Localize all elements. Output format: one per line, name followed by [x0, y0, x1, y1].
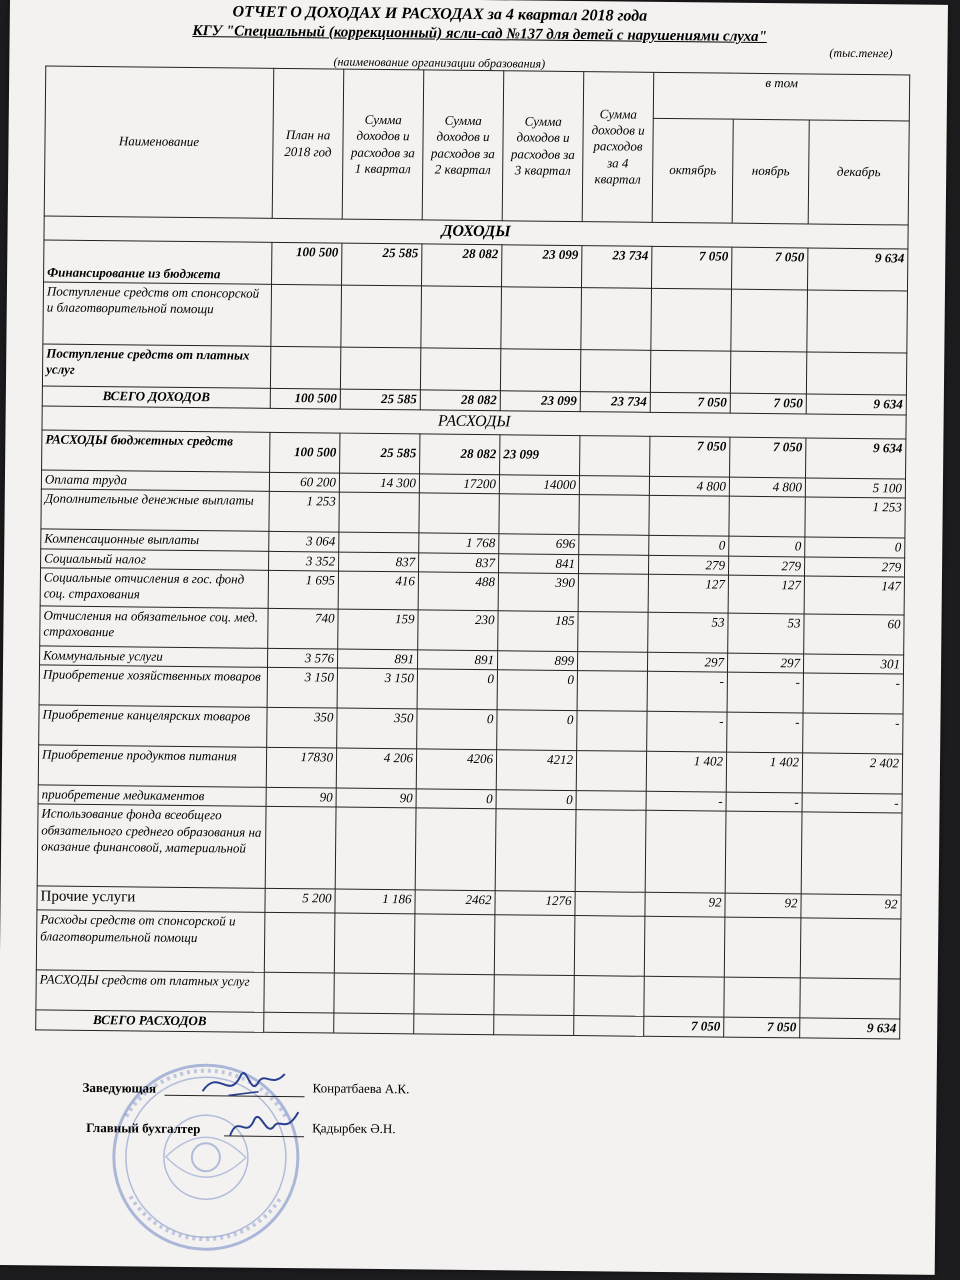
cell-q1 [339, 492, 419, 533]
cell-nov: 279 [728, 556, 804, 576]
cell-q3: 23 099 [500, 391, 580, 412]
cell-q2: 0 [417, 709, 497, 750]
cell-q1 [334, 913, 415, 974]
cell-q1: 90 [336, 788, 416, 808]
cell-nov: 4 800 [729, 477, 805, 497]
cell-oct [644, 977, 724, 1018]
cell-q2: 0 [417, 669, 497, 710]
cell-nov: 127 [728, 575, 804, 614]
cell-q2: 28 082 [420, 434, 500, 475]
cell-q4 [577, 651, 647, 671]
cell-oct: 7 050 [650, 436, 730, 477]
cell-oct [650, 350, 730, 393]
cell-plan [264, 1013, 334, 1034]
head-name: Конратбаева А.К. [312, 1080, 410, 1097]
cell-oct: - [647, 711, 727, 752]
cell-dec: 0 [805, 537, 905, 557]
row-name: Дополнительные денежные выплаты [41, 489, 269, 531]
cell-oct: 297 [647, 652, 727, 672]
cell-dec: 1 253 [805, 497, 905, 538]
cell-q3 [494, 1015, 574, 1036]
cell-q1: 350 [337, 708, 417, 749]
cell-q2 [414, 974, 494, 1015]
accountant-title: Главный бухгалтер [86, 1119, 201, 1137]
cell-q4 [574, 916, 645, 977]
cell-plan: 3 150 [267, 667, 337, 708]
cell-plan [265, 807, 336, 890]
cell-q4 [580, 350, 650, 393]
cell-q2: 17200 [419, 474, 499, 494]
row-name: приобретение медикаментов [38, 785, 266, 807]
cell-dec: 301 [803, 654, 903, 674]
row-name: Поступление средств от платных услуг [42, 344, 270, 388]
cell-nov: 92 [725, 893, 801, 918]
cell-oct [644, 917, 725, 978]
cell-plan: 100 500 [270, 388, 340, 409]
row-name: Финансирование из бюджета [44, 240, 272, 284]
col-dec-header: декабрь [808, 120, 909, 225]
row-name: РАСХОДЫ средств от платных услуг [36, 970, 264, 1012]
row-name: Коммунальные услуги [40, 646, 268, 668]
cell-dec: 9 634 [807, 248, 907, 291]
row-name: Приобретение хозяйственных товаров [39, 665, 267, 707]
cell-q2 [419, 493, 499, 534]
cell-dec: 9 634 [800, 1018, 900, 1039]
cell-q2 [414, 914, 495, 975]
cell-oct [645, 811, 726, 894]
cell-q4: 23 734 [580, 392, 650, 413]
cell-q3: 0 [497, 710, 577, 751]
income-section-title: ДОХОДЫ [44, 216, 908, 249]
cell-q3 [495, 809, 576, 892]
cell-q4 [578, 611, 648, 652]
cell-q2: 28 082 [420, 390, 500, 411]
cell-dec [800, 978, 900, 1019]
cell-nov: 297 [727, 653, 803, 673]
cell-plan [271, 284, 342, 347]
cell-dec: 5 100 [805, 478, 905, 498]
cell-nov: - [727, 672, 803, 713]
cell-dec [800, 918, 901, 979]
cell-q1: 4 206 [336, 748, 416, 789]
row-name: ВСЕГО РАСХОДОВ [36, 1010, 264, 1032]
cell-q1 [339, 532, 419, 552]
cell-nov [725, 811, 802, 894]
cell-q2: 891 [417, 650, 497, 670]
col-q2-header: Сумма доходов и расходов за 2 квартал [422, 70, 504, 221]
cell-dec [801, 812, 902, 895]
cell-nov [729, 496, 805, 537]
cell-plan: 100 500 [270, 432, 340, 473]
cell-q4 [581, 288, 652, 351]
cell-oct: 279 [648, 555, 728, 575]
row-name: РАСХОДЫ бюджетных средств [42, 430, 270, 472]
cell-dec [807, 290, 908, 353]
cell-plan: 1 253 [269, 492, 339, 533]
cell-plan: 5 200 [265, 889, 335, 914]
cell-oct: 7 050 [650, 392, 730, 413]
cell-q3: 0 [496, 790, 576, 810]
cell-oct [651, 288, 732, 351]
cell-dec [806, 352, 906, 395]
cell-dec: - [803, 673, 903, 714]
col-group-header: в том [653, 72, 909, 121]
cell-q3: 23 099 [501, 245, 581, 288]
cell-nov: 53 [728, 613, 804, 654]
cell-oct: 127 [648, 574, 728, 613]
cell-q3: 185 [498, 610, 578, 651]
cell-plan: 60 200 [269, 472, 339, 492]
cell-plan: 740 [268, 608, 338, 649]
cell-q2 [420, 348, 500, 391]
cell-q1: 1 186 [335, 889, 415, 914]
row-name: Социальный налог [41, 548, 269, 570]
cell-q1: 416 [338, 571, 418, 610]
cell-q3: 23 099 [500, 435, 580, 476]
col-nov-header: ноябрь [732, 119, 809, 224]
cell-oct: 92 [645, 893, 725, 918]
row-name: Компенсационные выплаты [41, 529, 269, 551]
row-name: Использование фонда всеобщего обязательного среднего образования на оказание финансовой, материальной [37, 804, 266, 888]
row-name: Социальные отчисления в гос. фонд соц. страхования [40, 568, 268, 608]
head-signature-icon [198, 1061, 288, 1106]
cell-q1 [341, 285, 422, 348]
row-name: Отчисления на обязательное соц. мед. страхование [40, 606, 268, 648]
expense-section-title: РАСХОДЫ [42, 406, 906, 439]
cell-nov [730, 351, 806, 394]
cell-plan [270, 346, 340, 389]
cell-q3: 390 [498, 572, 578, 611]
cell-q2 [415, 808, 496, 891]
cell-nov: - [727, 712, 803, 753]
cell-oct: 4 800 [649, 476, 729, 496]
report-table [35, 65, 910, 1039]
cell-dec: 9 634 [806, 394, 906, 415]
row-name: Приобретение продуктов питания [38, 745, 266, 787]
cell-nov: 0 [729, 536, 805, 556]
table-row [36, 910, 901, 979]
col-q1-header: Сумма доходов и расходов за 1 квартал [342, 69, 424, 220]
cell-q4 [575, 810, 646, 893]
cell-q3: 1276 [495, 891, 575, 916]
cell-q3 [494, 975, 574, 1016]
cell-plan [264, 973, 334, 1014]
cell-q1 [340, 347, 420, 390]
cell-q4 [578, 573, 648, 612]
cell-q2: 4206 [416, 749, 496, 790]
cell-q1: 14 300 [339, 473, 419, 493]
cell-nov [724, 977, 800, 1018]
cell-q2 [421, 286, 502, 349]
cell-q2: 2462 [415, 890, 495, 915]
cell-q3: 0 [497, 670, 577, 711]
cell-oct: 53 [648, 612, 728, 653]
cell-dec: - [802, 793, 902, 813]
cell-nov: 1 402 [726, 752, 802, 793]
cell-q4 [579, 535, 649, 555]
accountant-name: Қадырбек Ә.Н. [312, 1120, 396, 1137]
cell-plan: 3 064 [269, 532, 339, 552]
cell-nov: 7 050 [724, 1017, 800, 1038]
cell-nov [724, 917, 801, 978]
report-title: ОТЧЕТ О ДОХОДАХ И РАСХОДАХ за 4 квартал 2018 года [232, 3, 648, 25]
cell-dec: 2 402 [802, 753, 902, 794]
cell-q3: 4212 [496, 750, 576, 791]
cell-q2: 0 [416, 789, 496, 809]
cell-q4 [575, 892, 645, 917]
row-name: ВСЕГО ДОХОДОВ [42, 386, 270, 408]
col-q3-header: Сумма доходов и расходов за 3 квартал [502, 71, 584, 222]
cell-plan: 350 [267, 707, 337, 748]
cell-plan [264, 913, 335, 974]
row-name: Оплата труда [41, 470, 269, 492]
cell-q3 [501, 287, 582, 350]
cell-q2: 1 768 [419, 533, 499, 553]
cell-q4 [577, 671, 647, 712]
cell-oct: 1 402 [646, 751, 726, 792]
cell-oct: - [647, 671, 727, 712]
cell-q1: 159 [338, 609, 418, 650]
accountant-signature-icon [224, 1103, 304, 1146]
row-name: Прочие услуги [37, 886, 265, 912]
cell-dec: 92 [801, 894, 901, 919]
cell-q1: 25 585 [340, 389, 420, 410]
cell-q1: 25 585 [340, 433, 420, 474]
cell-dec: 147 [804, 576, 904, 615]
cell-q3: 14000 [499, 475, 579, 495]
cell-q3: 696 [499, 534, 579, 554]
cell-q3: 899 [497, 650, 577, 670]
cell-q1 [334, 973, 414, 1014]
cell-q3 [494, 915, 575, 976]
table-row [43, 282, 908, 353]
cell-nov: 7 050 [730, 437, 806, 478]
cell-q1: 25 585 [342, 243, 422, 286]
cell-dec: - [803, 713, 903, 754]
table-row [37, 804, 902, 895]
col-plan-header: План на 2018 год [272, 68, 344, 219]
head-title: Заведующая [82, 1079, 157, 1096]
organization-name: КГУ "Специальный (коррекционный) ясли-сад №137 для детей с нарушениями слуха" [192, 23, 767, 46]
row-name: Расходы средств от спонсорской и благотворительной помощи [36, 910, 265, 972]
cell-nov: - [726, 792, 802, 812]
cell-q2 [414, 1014, 494, 1035]
cell-plan: 90 [266, 787, 336, 807]
row-name: Приобретение канцелярских товаров [39, 705, 267, 747]
cell-nov [731, 289, 808, 352]
cell-q2: 230 [418, 610, 498, 651]
cell-q4 [577, 711, 647, 752]
cell-q1: 837 [339, 552, 419, 572]
units-note: (тыс.тенге) [829, 45, 893, 61]
cell-q4 [574, 976, 644, 1017]
cell-plan: 3 352 [269, 551, 339, 571]
col-q4-header: Сумма доходов и расходов за 4 квартал [582, 72, 654, 223]
cell-nov: 7 050 [731, 247, 807, 290]
cell-oct: 0 [649, 536, 729, 556]
cell-q4 [576, 751, 646, 792]
cell-oct: 7 050 [644, 1017, 724, 1038]
row-name: Поступление средств от спонсорской и благотворительной помощи [43, 282, 272, 346]
cell-plan: 100 500 [272, 242, 342, 285]
cell-q1: 3 150 [337, 668, 417, 709]
cell-q4 [579, 554, 649, 574]
cell-oct: 7 050 [651, 246, 731, 289]
cell-q3: 841 [499, 553, 579, 573]
cell-dec: 60 [804, 614, 904, 655]
cell-q3 [499, 494, 579, 535]
cell-q3 [500, 349, 580, 392]
cell-q4 [579, 495, 649, 536]
cell-q1 [335, 807, 416, 890]
cell-q4 [574, 1016, 644, 1037]
cell-dec: 279 [804, 556, 904, 576]
cell-dec: 9 634 [806, 438, 906, 479]
cell-plan: 1 695 [268, 570, 338, 609]
cell-q2: 488 [418, 572, 498, 611]
cell-q2: 837 [419, 552, 499, 572]
cell-q4 [576, 791, 646, 811]
cell-q2: 28 082 [422, 244, 502, 287]
col-name-header: Наименование [44, 66, 274, 218]
cell-q4 [579, 476, 649, 496]
cell-q4: 23 734 [581, 246, 651, 289]
cell-q1: 891 [337, 649, 417, 669]
cell-oct [649, 496, 729, 537]
col-oct-header: октябрь [652, 118, 733, 223]
cell-oct: - [646, 791, 726, 811]
organization-caption: (наименование организации образования) [333, 54, 546, 71]
cell-q1 [334, 1013, 414, 1034]
cell-plan: 3 576 [268, 648, 338, 668]
cell-nov: 7 050 [730, 393, 806, 414]
cell-q4 [580, 436, 650, 477]
cell-plan: 17830 [266, 747, 336, 788]
